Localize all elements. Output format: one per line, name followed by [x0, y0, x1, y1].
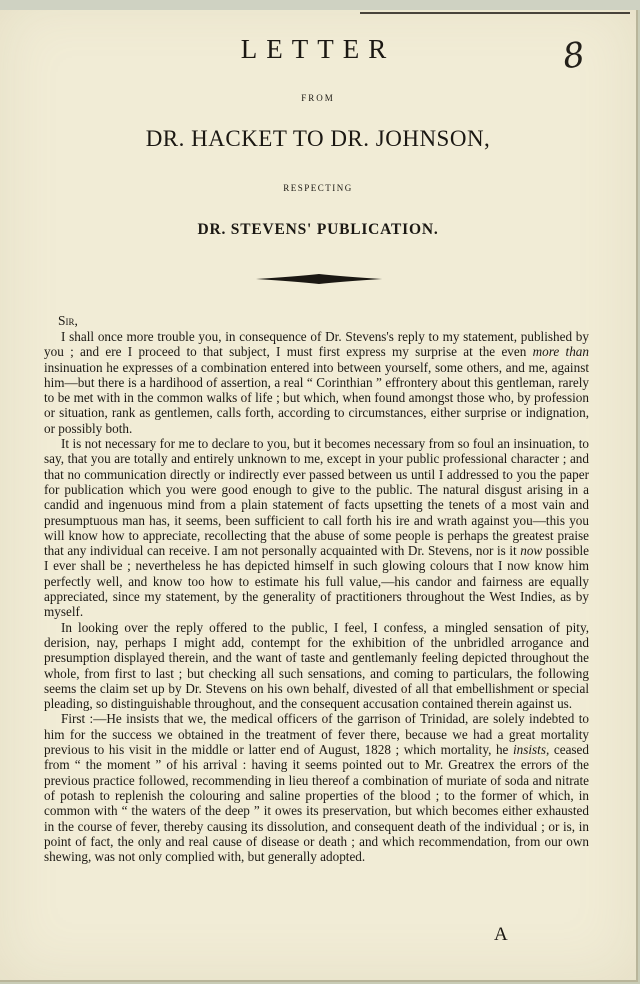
paragraph-text: possible I ever shall be ; nevertheless he has depicted himself in such glowing colours that I now know him perfectly well, and know too how to estimate his full value,—his candor and fairness are equally appreciated, since my statement, by the generality of practitioners throughout the West Indies, as by myself. — [44, 543, 590, 620]
emphasis-text: insists, — [513, 742, 550, 758]
letter-body — [44, 329, 589, 864]
paragraph-text: It is not necessary for me to declare to you, but it becomes necessary from so foul an insinuation, to say, that you are totally and entirely unknown to me, except in your public professional character ; and that no communication directly or indirectly ever passed between us until I addressed to you the paper for publication which you were good enough to give to the public. The natural disgust arising in a candid and ingenuous mind from a plain statement of facts upsetting the tenets of a most vain and presumptuous man has, it seems, been sufficient to call forth his ire and wrath against you—this you will know how to appreciate, recollecting that the abuse of some people is perhaps the greatest praise that any individual can receive. I am not personally acquainted with Dr. Stevens, nor is it — [44, 436, 589, 559]
page-title: LETTER — [240, 34, 396, 64]
paragraph-text: insinuation he expresses of a combination entered into between yourself, some others, and me, against him—but there is a hardihood of assertion, a real “ Corinthian ” effrontery about this gentleman, rarely to be met with in the common walks of life ; but which, when found amongst those who, by profession or situation, rank as gentlemen, calls forth, according to circumstances, either surprise or indignation, or possibly both. — [44, 359, 589, 436]
body-paragraph — [44, 711, 589, 864]
respecting-label: RESPECTING — [283, 183, 353, 193]
emphasis-text: more than — [532, 344, 589, 360]
from-label: FROM — [301, 93, 335, 103]
paragraph-text: ceased from “ the moment ” of his arrival : having it seems pointed out to Mr. Greatrex the errors of the previous practice followed, recommending in lieu thereof a combination of muriate of soda and nitrate of potash to replenish the colouring and saline properties of the blood ; to the former of which, in common with “ the waters of the deep ” it owes its preservation, but which becomes either exhausted in the course of fever, thereby causing its dissolution, and consequent death of the individual ; or is, in point of fact, the only and real cause of disease or death ; and which recommendation, from our own shewing, was not only complied with, but generally adopted. — [44, 742, 590, 865]
signature-mark: A — [494, 924, 508, 945]
body-paragraph — [44, 620, 589, 712]
emphasis-text: now — [520, 543, 543, 559]
body-paragraph — [44, 329, 589, 436]
subject-line: DR. STEVENS' PUBLICATION. — [197, 221, 439, 238]
letter-heading: DR. HACKET TO DR. JOHNSON, — [145, 126, 491, 151]
top-rule — [360, 12, 630, 14]
body-paragraph — [44, 436, 589, 620]
salutation: Sir, — [58, 313, 78, 328]
paragraph-text: First :—He insists that we, the medical officers of the garrison of Trinidad, are solely indebted to him for the success we obtained in the treatment of fever there, because we had a great mortality previous to his visit in the middle or latter end of August, 1828 ; which mortality, he — [44, 711, 589, 758]
ornamental-divider-icon — [256, 272, 382, 286]
scan-top-edge — [0, 0, 640, 10]
paragraph-text: In looking over the reply offered to the public, I feel, I confess, a mingled sensation of pity, derision, nay, perhaps I might add, contempt for the exhibition of the unbridled arrogance and presumption displayed therein, and the want of taste and gentlemanly feeling depicted throughout the whole, from first to last ; but checking all such sensations, and coming to particulars, the following seems the claim set up by Dr. Stevens on his own behalf, divested of all that embellishment or special pleading, so distinguishable throughout, and the consequent accusation contained therein against us. — [44, 619, 589, 712]
handwritten-page-number: 8 — [560, 34, 588, 78]
paragraph-text: I shall once more trouble you, in consequence of Dr. Stevens's reply to my statement, published by you ; and ere I proceed to that subject, I must first express my surprise at the even — [44, 329, 589, 360]
